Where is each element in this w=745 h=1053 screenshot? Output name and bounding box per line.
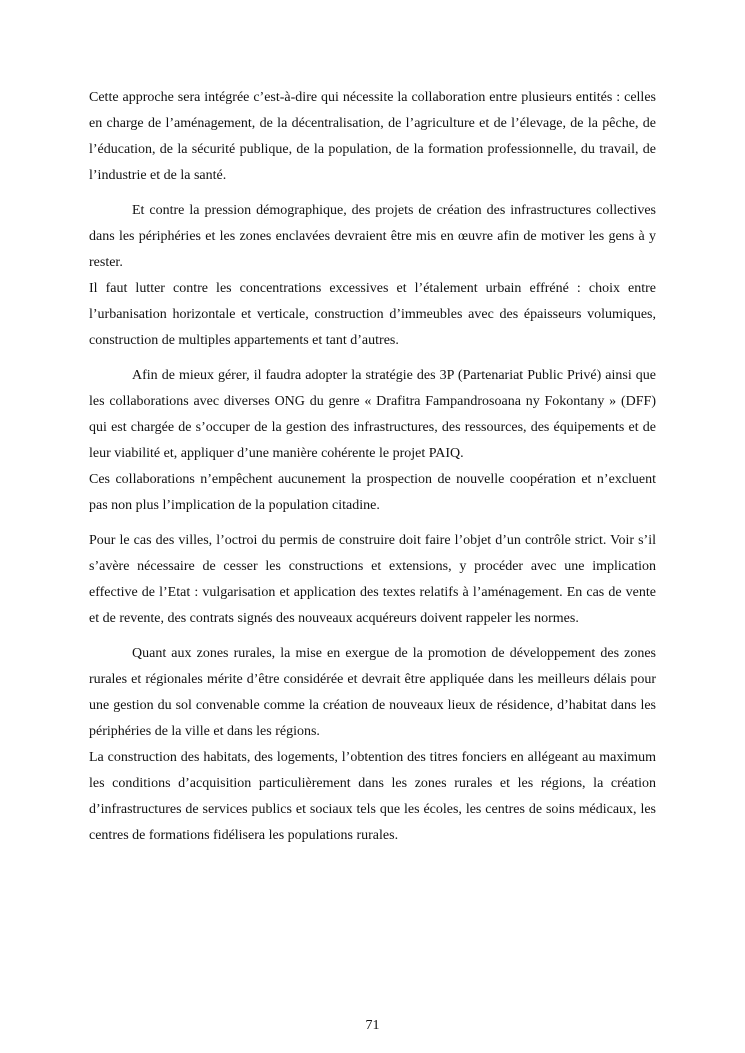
paragraph-5: Ces collaborations n’empêchent aucunement la prospection de nouvelle coopération et n’excluent pas non plus l’implication de la population citadine. [89,472,656,513]
paragraph-2: Et contre la pression démographique, des projets de création des infrastructures collectives dans les périphéries et les zones enclavées devraient être mis en œuvre afin de motiver les gens à y rester. [89,203,656,270]
paragraph-3: Il faut lutter contre les concentrations excessives et l’étalement urbain effréné : choix entre l’urbanisation horizontale et verticale, construction d’immeubles avec des épaisseurs volumiques, construction de multiples appartements et tant d’autres. [89,281,656,348]
paragraph-8: La construction des habitats, des logements, l’obtention des titres fonciers en allégeant au maximum les conditions d’acquisition particulièrement dans les zones rurales et les régions, la création d’infrastructures de services publics et sociaux tels que les écoles, les centres de soins médicaux, les centres de formations fidélisera les populations rurales. [89,750,656,843]
body-text [89,85,656,849]
paragraph-7: Quant aux zones rurales, la mise en exergue de la promotion de développement des zones rurales et régionales mérite d’être considérée et devrait être appliquée dans les meilleurs délais pour une gestion du sol convenable comme la création de nouveaux lieux de résidence, d’habitat dans les périphéries de la ville et dans les régions. [89,646,656,739]
page-number: 71 [365,1018,380,1033]
paragraph-6: Pour le cas des villes, l’octroi du permis de construire doit faire l’objet d’un contrôle strict. Voir s’il s’avère nécessaire de cesser les constructions et extensions, y procéder avec une implication effective de l’Etat : vulgarisation et application des textes relatifs à l’aménagement. En cas de vente et de revente, des contrats signés des nouveaux acquéreurs doivent rappeler les normes. [89,533,656,626]
paragraph-4: Afin de mieux gérer, il faudra adopter la stratégie des 3P (Partenariat Public Privé) ainsi que les collaborations avec diverses ONG du genre « Drafitra Fampandrosoana ny Fokontany » (DFF) qui est chargée de s’occuper de la gestion des infrastructures, des ressources, des équipements et de leur viabilité et, appliquer d’une manière cohérente le projet PAIQ. [89,368,656,461]
paragraph-1: Cette approche sera intégrée c’est-à-dire qui nécessite la collaboration entre plusieurs entités : celles en charge de l’aménagement, de la décentralisation, de l’agriculture et de l’élevage, de la pêche, de l’éducation, de la sécurité publique, de la population, de la formation professionnelle, du travail, de l’industrie et de la santé. [89,90,656,183]
